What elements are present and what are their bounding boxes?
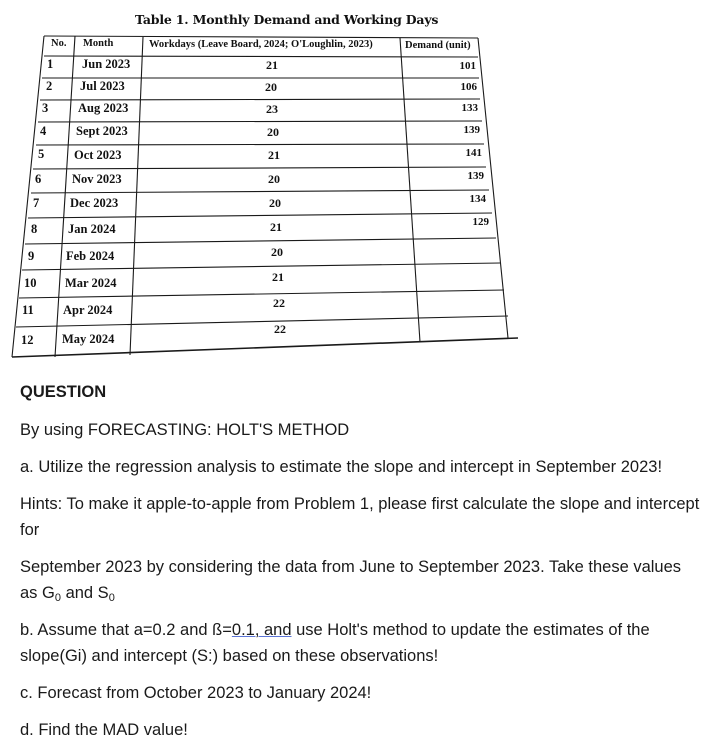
s0-subscript: 0 (108, 592, 115, 604)
grid-line (19, 290, 504, 298)
grid-line (38, 121, 482, 122)
question-part-d: d. Find the MAD value! (20, 721, 188, 739)
row-number: 8 (31, 222, 38, 236)
row-number: 6 (35, 172, 42, 186)
row-demand: 134 (469, 193, 486, 205)
row-workdays: 20 (271, 245, 283, 259)
header-no: No. (51, 38, 67, 49)
row-demand: 133 (461, 102, 478, 114)
row-demand: 129 (472, 216, 489, 228)
header-demand: Demand (unit) (405, 40, 471, 51)
row-month: May 2024 (62, 332, 115, 346)
scanned-table-image (0, 0, 705, 370)
row-number: 10 (24, 276, 37, 290)
row-workdays: 20 (267, 125, 279, 139)
question-hint-2 (20, 554, 700, 606)
row-workdays: 21 (268, 148, 280, 162)
question-intro: By using FORECASTING: HOLT'S METHOD (20, 421, 350, 439)
row-workdays: 20 (268, 172, 280, 186)
grid-line (28, 213, 492, 218)
row-month: Aug 2023 (78, 101, 129, 115)
grid-line (478, 38, 508, 338)
row-workdays: 21 (266, 58, 278, 72)
row-month: Jun 2023 (82, 57, 131, 71)
question-part-b (20, 617, 700, 669)
grid-line (25, 238, 496, 244)
row-number: 4 (40, 124, 47, 138)
row-number: 12 (21, 333, 34, 347)
row-workdays: 22 (274, 322, 286, 336)
row-workdays: 20 (265, 80, 277, 94)
question-heading: QUESTION (20, 383, 107, 401)
row-month: Oct 2023 (74, 148, 122, 162)
part-b-pre: b. Assume that a=0.2 and ß= (20, 621, 232, 639)
row-workdays: 22 (273, 296, 285, 310)
row-month: Sept 2023 (76, 124, 128, 138)
row-number: 11 (22, 303, 34, 317)
row-month: Jul 2023 (80, 79, 125, 93)
question-part-a: a. Utilize the regression analysis to estimate the slope and intercept in September 2023! (20, 458, 663, 476)
header-month: Month (83, 38, 114, 49)
row-month: Apr 2024 (63, 303, 113, 317)
row-number: 3 (42, 101, 49, 115)
question-hint-1: Hints: To make it apple-to-apple from Problem 1, please first calculate the slope and intercept for (20, 495, 700, 539)
row-month: Nov 2023 (72, 172, 122, 186)
header-workdays: Workdays (Leave Board, 2024; O'Loughlin, 2023) (149, 39, 373, 50)
hint-2-text: September 2023 by considering the data from June to September 2023. Take these values as G (20, 558, 682, 602)
row-number: 5 (38, 147, 45, 161)
question-part-c: c. Forecast from October 2023 to January 2024! (20, 684, 372, 702)
row-number: 1 (47, 57, 54, 71)
row-demand: 139 (467, 170, 484, 182)
row-workdays: 20 (269, 196, 281, 210)
grid-line (33, 167, 486, 169)
row-number: 9 (28, 249, 35, 263)
row-demand: 101 (459, 60, 476, 72)
part-b-post: use Holt's method to update the estimates of the slope(Gi) and intercept (S:) based on these observations! (20, 621, 650, 665)
row-workdays: 21 (272, 270, 284, 284)
row-month: Feb 2024 (66, 249, 115, 263)
grid-line (36, 144, 484, 145)
row-month: Mar 2024 (65, 276, 117, 290)
g0-subscript: 0 (54, 592, 61, 604)
row-number: 7 (33, 196, 40, 210)
row-workdays: 21 (270, 220, 282, 234)
row-month: Jan 2024 (68, 222, 116, 236)
row-workdays: 23 (266, 102, 278, 116)
grid-line (31, 190, 489, 193)
table-title: Table 1. Monthly Demand and Working Days (135, 12, 439, 27)
grid-line (22, 263, 500, 270)
grid-line (130, 37, 143, 355)
row-demand: 106 (460, 81, 477, 93)
grid-line (40, 99, 480, 100)
row-demand: 139 (463, 124, 480, 136)
row-demand: 141 (465, 147, 482, 159)
row-month: Dec 2023 (70, 196, 119, 210)
part-b-underlined: 0.1, and (231, 621, 292, 639)
row-number: 2 (46, 79, 53, 93)
hint-2-mid: and S (60, 584, 109, 602)
